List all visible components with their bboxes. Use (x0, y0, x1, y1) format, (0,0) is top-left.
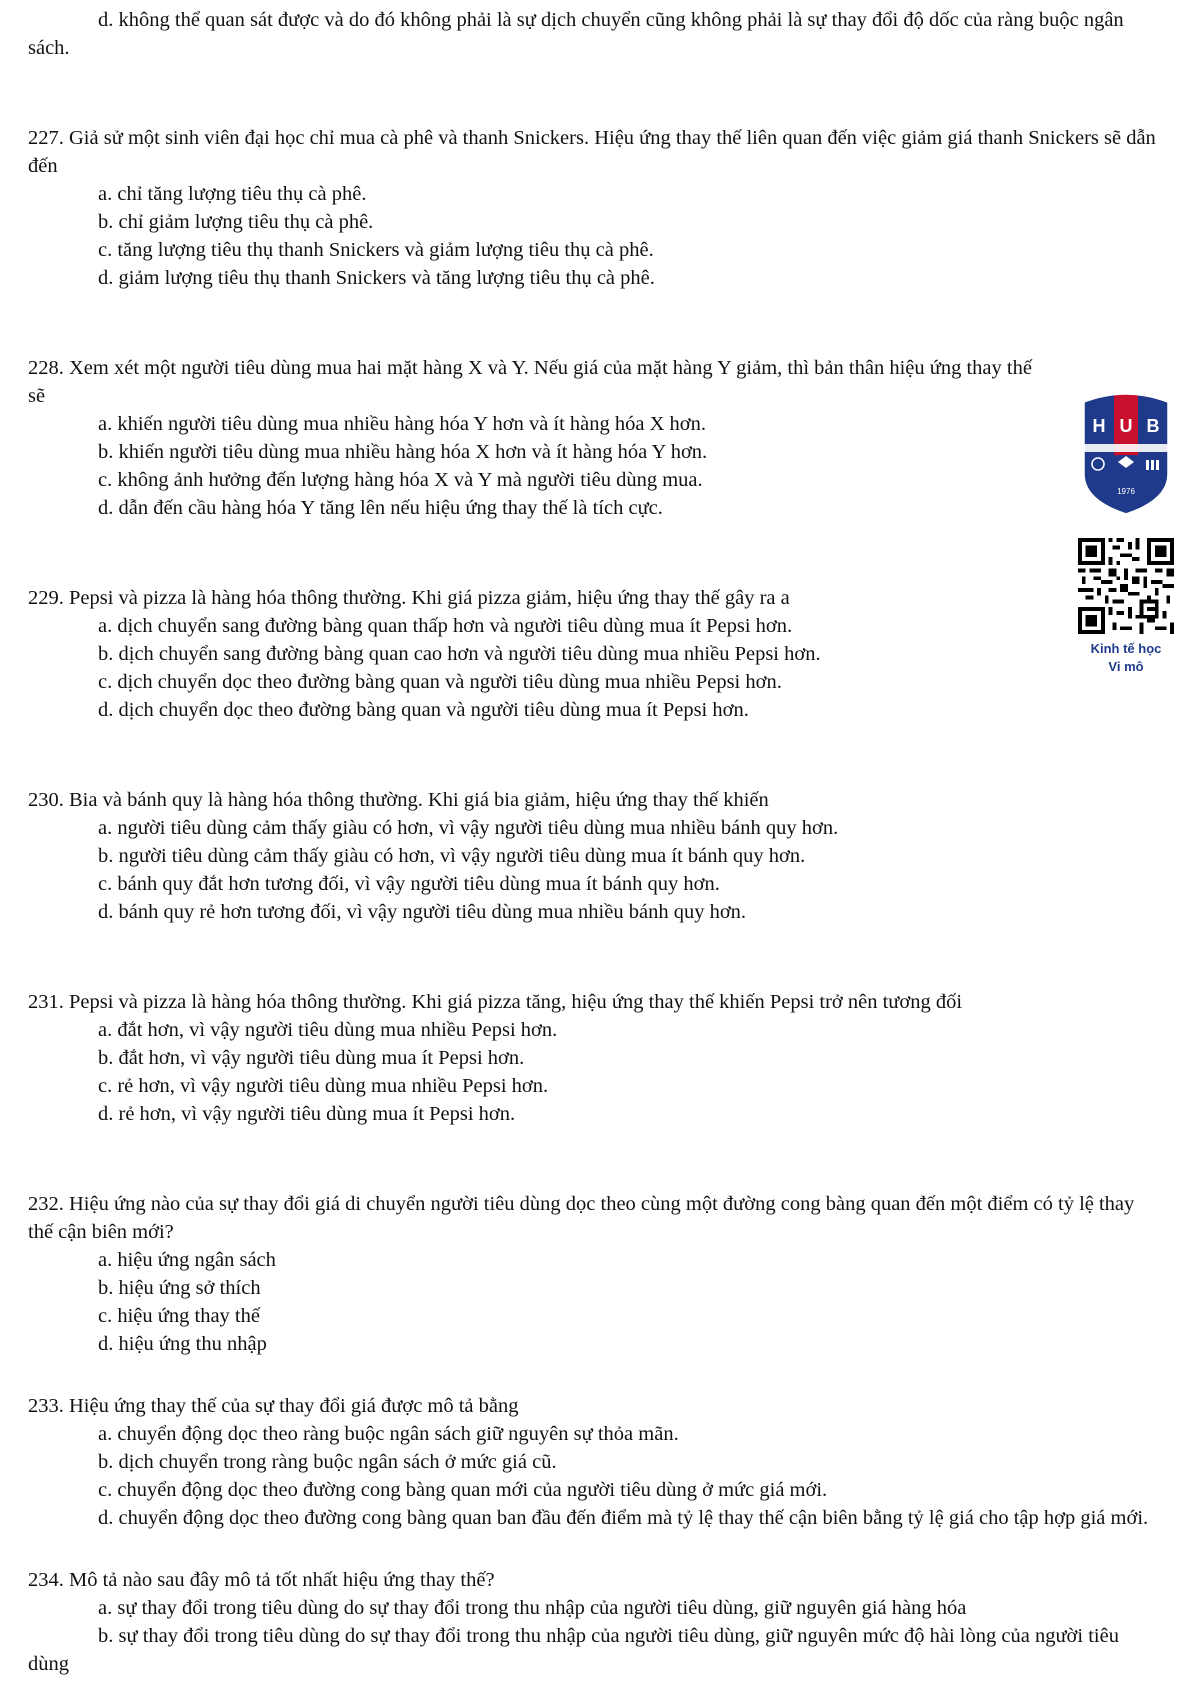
option-a: a. đắt hơn, vì vậy người tiêu dùng mua nhiều Pepsi hơn. (98, 1019, 558, 1041)
brand-sidebar (1074, 390, 1178, 676)
option-d: d. giảm lượng tiêu thụ thanh Snickers và tăng lượng tiêu thụ cà phê. (98, 267, 655, 289)
option-a: a. chuyển động dọc theo ràng buộc ngân sách giữ nguyên sự thỏa mãn. (98, 1423, 679, 1445)
brand-year: 1976 (1117, 487, 1135, 496)
question-226 (28, 6, 1163, 62)
document-page (28, 6, 1163, 1678)
option-b: b. sự thay đổi trong tiêu dùng do sự thay đổi trong thu nhập của người tiêu dùng, giữ nguyên mức độ hài lòng của người tiêu dùng (28, 1625, 1119, 1675)
question-231 (28, 988, 1163, 1128)
option-c: c. rẻ hơn, vì vậy người tiêu dùng mua nhiều Pepsi hơn. (98, 1075, 549, 1097)
question-stem: 230. Bia và bánh quy là hàng hóa thông thường. Khi giá bia giảm, hiệu ứng thay thế khiến (28, 789, 769, 811)
question-227 (28, 124, 1163, 292)
brand-letter-h: H (1092, 416, 1106, 436)
option-a: a. hiệu ứng ngân sách (98, 1249, 276, 1271)
option-a: a. người tiêu dùng cảm thấy giàu có hơn, vì vậy người tiêu dùng mua nhiều bánh quy hơn. (98, 817, 839, 839)
option-c: c. không ảnh hưởng đến lượng hàng hóa X và Y mà người tiêu dùng mua. (98, 469, 703, 491)
question-234 (28, 1566, 1163, 1678)
option-a: a. sự thay đổi trong tiêu dùng do sự thay đổi trong thu nhập của người tiêu dùng, giữ nguyên giá hàng hóa (98, 1597, 967, 1619)
option-d: d. chuyển động dọc theo đường cong bàng quan ban đầu đến điểm mà tỷ lệ thay thế cận biên bằng tỷ lệ giá cho tập hợp giá mới. (98, 1507, 1149, 1529)
brand-caption (1074, 640, 1178, 676)
option-d: d. không thể quan sát được và do đó không phải là sự dịch chuyển cũng không phải là sự thay đổi độ dốc của ràng buộc ngân sách. (28, 9, 1124, 59)
question-stem: 227. Giả sử một sinh viên đại học chỉ mua cà phê và thanh Snickers. Hiệu ứng thay thế liên quan đến việc giảm giá thanh Snickers sẽ dẫn đến (28, 127, 1156, 177)
option-d: d. dịch chuyển dọc theo đường bàng quan và người tiêu dùng mua ít Pepsi hơn. (98, 699, 749, 721)
option-b: b. hiệu ứng sở thích (98, 1277, 261, 1299)
hub-shield-logo (1078, 390, 1174, 516)
option-c: c. bánh quy đắt hơn tương đối, vì vậy người tiêu dùng mua ít bánh quy hơn. (98, 873, 720, 895)
question-stem: 228. Xem xét một người tiêu dùng mua hai mặt hàng X và Y. Nếu giá của mặt hàng Y giảm, thì bản thân hiệu ứng thay thế sẽ (28, 357, 1032, 407)
brand-letter-b: B (1146, 416, 1160, 436)
brand-caption-line2: Vi mô (1108, 659, 1144, 674)
option-c: c. hiệu ứng thay thế (98, 1305, 260, 1327)
option-d: d. dẫn đến cầu hàng hóa Y tăng lên nếu hiệu ứng thay thế là tích cực. (98, 497, 663, 519)
question-stem: 232. Hiệu ứng nào của sự thay đổi giá di chuyển người tiêu dùng dọc theo cùng một đường cong bàng quan đến một điểm có tỷ lệ thay thế cận biên mới? (28, 1193, 1135, 1243)
question-stem: 231. Pepsi và pizza là hàng hóa thông thường. Khi giá pizza tăng, hiệu ứng thay thế khiến Pepsi trở nên tương đối (28, 991, 963, 1013)
option-b: b. khiến người tiêu dùng mua nhiều hàng hóa X hơn và ít hàng hóa Y hơn. (98, 441, 708, 463)
option-a: a. chỉ tăng lượng tiêu thụ cà phê. (98, 183, 367, 205)
question-232 (28, 1190, 1163, 1358)
option-b: b. đắt hơn, vì vậy người tiêu dùng mua ít Pepsi hơn. (98, 1047, 525, 1069)
option-c: c. tăng lượng tiêu thụ thanh Snickers và giảm lượng tiêu thụ cà phê. (98, 239, 654, 261)
option-d: d. bánh quy rẻ hơn tương đối, vì vậy người tiêu dùng mua nhiều bánh quy hơn. (98, 901, 747, 923)
brand-letter-u: U (1119, 416, 1133, 436)
option-d: d. hiệu ứng thu nhập (98, 1333, 267, 1355)
option-a: a. khiến người tiêu dùng mua nhiều hàng hóa Y hơn và ít hàng hóa X hơn. (98, 413, 707, 435)
question-stem: 229. Pepsi và pizza là hàng hóa thông thường. Khi giá pizza giảm, hiệu ứng thay thế gây ra a (28, 587, 790, 609)
question-230 (28, 786, 1163, 926)
qr-code-icon (1078, 538, 1174, 634)
question-stem: 233. Hiệu ứng thay thế của sự thay đổi giá được mô tả bằng (28, 1395, 519, 1417)
option-b: b. chỉ giảm lượng tiêu thụ cà phê. (98, 211, 374, 233)
question-stem: 234. Mô tả nào sau đây mô tả tốt nhất hiệu ứng thay thế? (28, 1569, 495, 1591)
option-b: b. dịch chuyển trong ràng buộc ngân sách ở mức giá cũ. (98, 1451, 557, 1473)
option-b: b. dịch chuyển sang đường bàng quan cao hơn và người tiêu dùng mua nhiều Pepsi hơn. (98, 643, 821, 665)
option-a: a. dịch chuyển sang đường bàng quan thấp hơn và người tiêu dùng mua ít Pepsi hơn. (98, 615, 793, 637)
option-c: c. dịch chuyển dọc theo đường bàng quan và người tiêu dùng mua nhiều Pepsi hơn. (98, 671, 782, 693)
option-c: c. chuyển động dọc theo đường cong bàng quan mới của người tiêu dùng ở mức giá mới. (98, 1479, 828, 1501)
question-228 (28, 354, 1048, 522)
question-233 (28, 1392, 1163, 1532)
brand-caption-line1: Kinh tế học (1090, 641, 1162, 656)
option-b: b. người tiêu dùng cảm thấy giàu có hơn, vì vậy người tiêu dùng mua ít bánh quy hơn. (98, 845, 806, 867)
option-d: d. rẻ hơn, vì vậy người tiêu dùng mua ít Pepsi hơn. (98, 1103, 516, 1125)
question-229 (28, 584, 1163, 724)
